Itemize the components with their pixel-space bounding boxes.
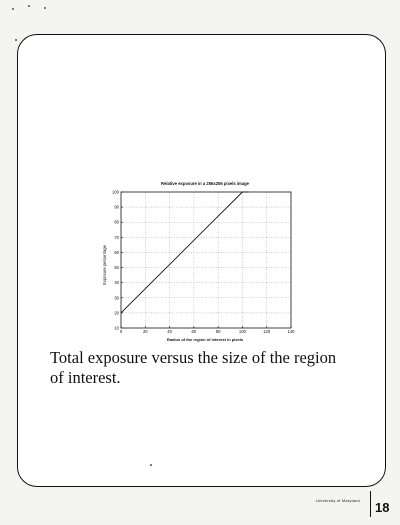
y-tick-label: 90 [114, 204, 119, 210]
footer-divider [370, 491, 371, 517]
scan-speck [12, 8, 14, 10]
y-tick-label: 30 [114, 295, 119, 301]
x-tick-label: 80 [215, 329, 221, 334]
x-tick-label: 40 [167, 329, 172, 334]
scan-speck [150, 464, 152, 466]
y-tick-label: 40 [114, 280, 119, 286]
scan-speck [28, 5, 30, 7]
y-tick-label: 80 [114, 219, 119, 225]
plot-frame [121, 192, 291, 328]
y-tick-label: 70 [114, 234, 119, 240]
scan-speck [15, 39, 17, 41]
y-axis-label: Exposure percentage [102, 245, 107, 285]
footer-institution: University of Maryland [316, 498, 360, 503]
y-tick-label: 100 [112, 189, 119, 195]
x-tick-label: 20 [142, 329, 148, 334]
x-tick-label: 120 [263, 329, 271, 334]
chart-ticks [112, 190, 295, 335]
y-tick-label: 20 [114, 310, 119, 316]
x-tick-label: 100 [238, 329, 246, 334]
x-tick-label: 0 [119, 329, 123, 334]
x-axis-label: Radius of the region of interest in pixels [166, 337, 244, 342]
x-tick-label: 60 [191, 329, 197, 334]
page-number: 18 [375, 500, 390, 515]
y-tick-label: 60 [114, 249, 119, 255]
x-tick-label: 140 [287, 329, 295, 334]
chart-title: Relative exposure in a 256x256 pixels image [161, 181, 249, 186]
scan-speck [44, 7, 46, 9]
y-tick-label: 10 [114, 325, 119, 331]
figure-caption: Total exposure versus the size of the region of interest. [50, 348, 337, 387]
y-tick-label: 50 [114, 265, 119, 271]
chart-grid [121, 192, 291, 328]
